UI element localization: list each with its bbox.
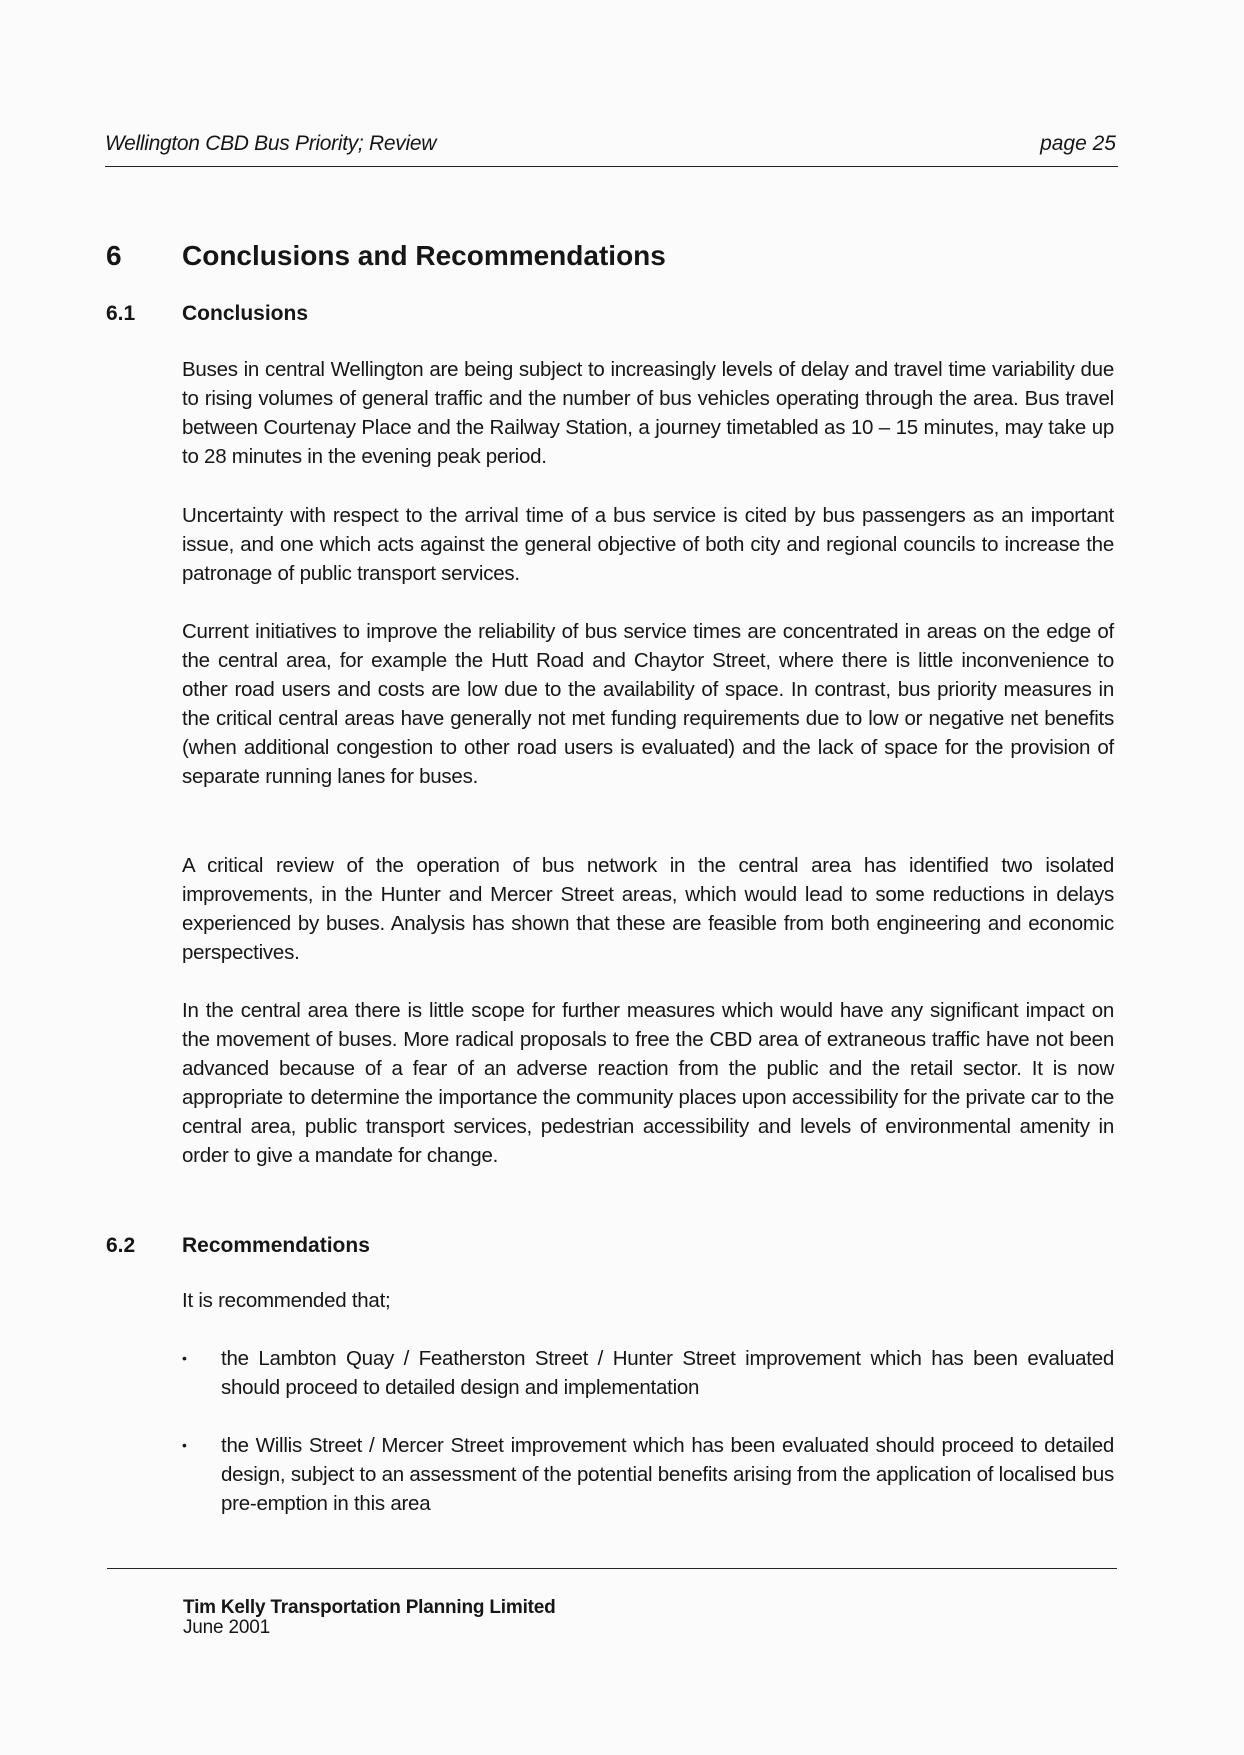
bullet-icon: • xyxy=(182,1437,187,1453)
section-heading-conclusions xyxy=(106,302,308,326)
section-title: Recommendations xyxy=(182,1234,370,1257)
recommendations-list-continued xyxy=(182,1431,1114,1518)
footer-company: Tim Kelly Transportation Planning Limited xyxy=(183,1597,556,1618)
footer-divider xyxy=(107,1568,1117,1569)
recommendations-list xyxy=(182,1344,1114,1402)
page-header xyxy=(105,132,1118,167)
section-number: 6.1 xyxy=(106,302,136,325)
section-heading-recommendations xyxy=(106,1234,370,1258)
conclusions-paragraph-4 xyxy=(182,851,1114,967)
paragraph: In the central area there is little scope for further measures which would have any significant impact on the movement of buses. More radical proposals to free the CBD area of extraneous traffic have not been advanced because of a fear of an adverse reaction from the public and the retail sector. It is now appropriate to determine the importance the community places upon accessibility for the private car to the central area, public transport services, pedestrian accessibility and levels of environmental amenity in order to give a mandate for change. xyxy=(182,999,1114,1167)
document-title: Wellington CBD Bus Priority; Review xyxy=(105,132,437,155)
section-title: Conclusions xyxy=(182,302,309,325)
paragraph: Buses in central Wellington are being subject to increasingly levels of delay and travel time variability due to rising volumes of general traffic and the number of bus vehicles operating through the area. Bus travel between Courtenay Place and the Railway Station, a journey timetabled as 10 – 15 minutes, may take up to 28 minutes in the evening peak period. xyxy=(182,358,1114,468)
chapter-heading xyxy=(106,240,666,272)
conclusions-paragraph-2 xyxy=(182,501,1114,588)
conclusions-paragraph-1 xyxy=(182,355,1114,471)
paragraph: Uncertainty with respect to the arrival time of a bus service is cited by bus passengers as an important issue, and one which acts against the general objective of both city and regional councils to increase the patronage of public transport services. xyxy=(182,504,1114,585)
conclusions-paragraph-5 xyxy=(182,996,1114,1170)
chapter-number: 6 xyxy=(106,240,122,271)
paragraph: A critical review of the operation of bus network in the central area has identified two isolated improvements, in the Hunter and Mercer Street areas, which would lead to some reductions in delays experienced by buses. Analysis has shown that these are feasible from both engineering and economic perspectives. xyxy=(182,854,1114,964)
page-number: page 25 xyxy=(1040,132,1116,155)
footer-date: June 2001 xyxy=(183,1617,270,1638)
conclusions-paragraph-3 xyxy=(182,617,1114,791)
bullet-icon: • xyxy=(182,1350,187,1366)
section-number: 6.2 xyxy=(106,1234,136,1257)
paragraph: Current initiatives to improve the reliability of bus service times are concentrated in areas on the edge of the central area, for example the Hutt Road and Chaytor Street, where there is little inconvenience to other road users and costs are low due to the availability of space. In contrast, bus priority measures in the critical central areas have generally not met funding requirements due to low or negative net benefits (when additional congestion to other road users is evaluated) and the lack of space for the provision of separate running lanes for buses. xyxy=(182,620,1114,788)
list-item xyxy=(182,1344,1114,1402)
list-item xyxy=(182,1431,1114,1518)
chapter-title: Conclusions and Recommendations xyxy=(182,240,666,271)
list-item-text: the Lambton Quay / Featherston Street / Hunter Street improvement which has been evaluated should proceed to detailed design and implementation xyxy=(221,1347,1114,1399)
list-item-text: the Willis Street / Mercer Street improvement which has been evaluated should proceed to detailed design, subject to an assessment of the potential benefits arising from the application of localised bus pre-emption in this area xyxy=(221,1434,1114,1515)
recommendations-intro xyxy=(182,1286,1114,1315)
paragraph: It is recommended that; xyxy=(182,1289,391,1312)
